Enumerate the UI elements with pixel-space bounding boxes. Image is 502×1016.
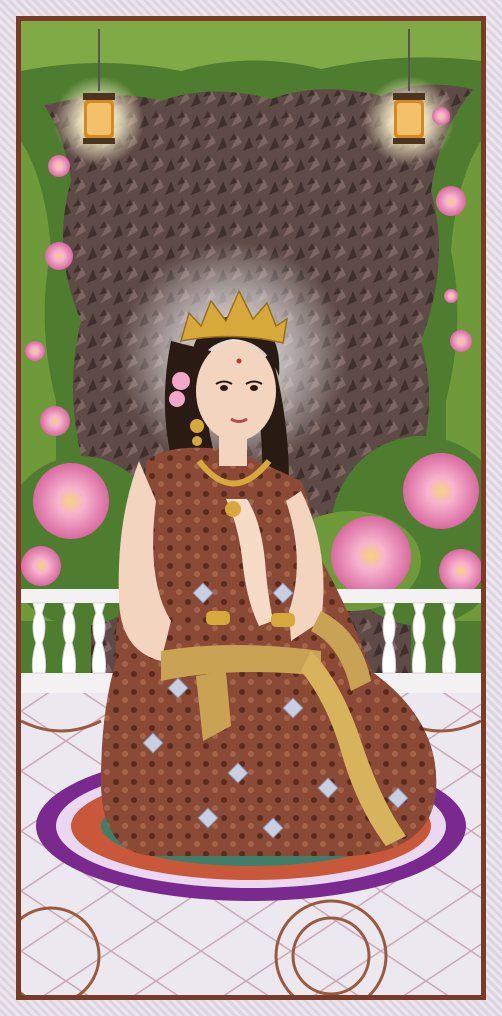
artwork-canvas — [21, 21, 481, 995]
artwork-frame — [16, 16, 486, 1000]
